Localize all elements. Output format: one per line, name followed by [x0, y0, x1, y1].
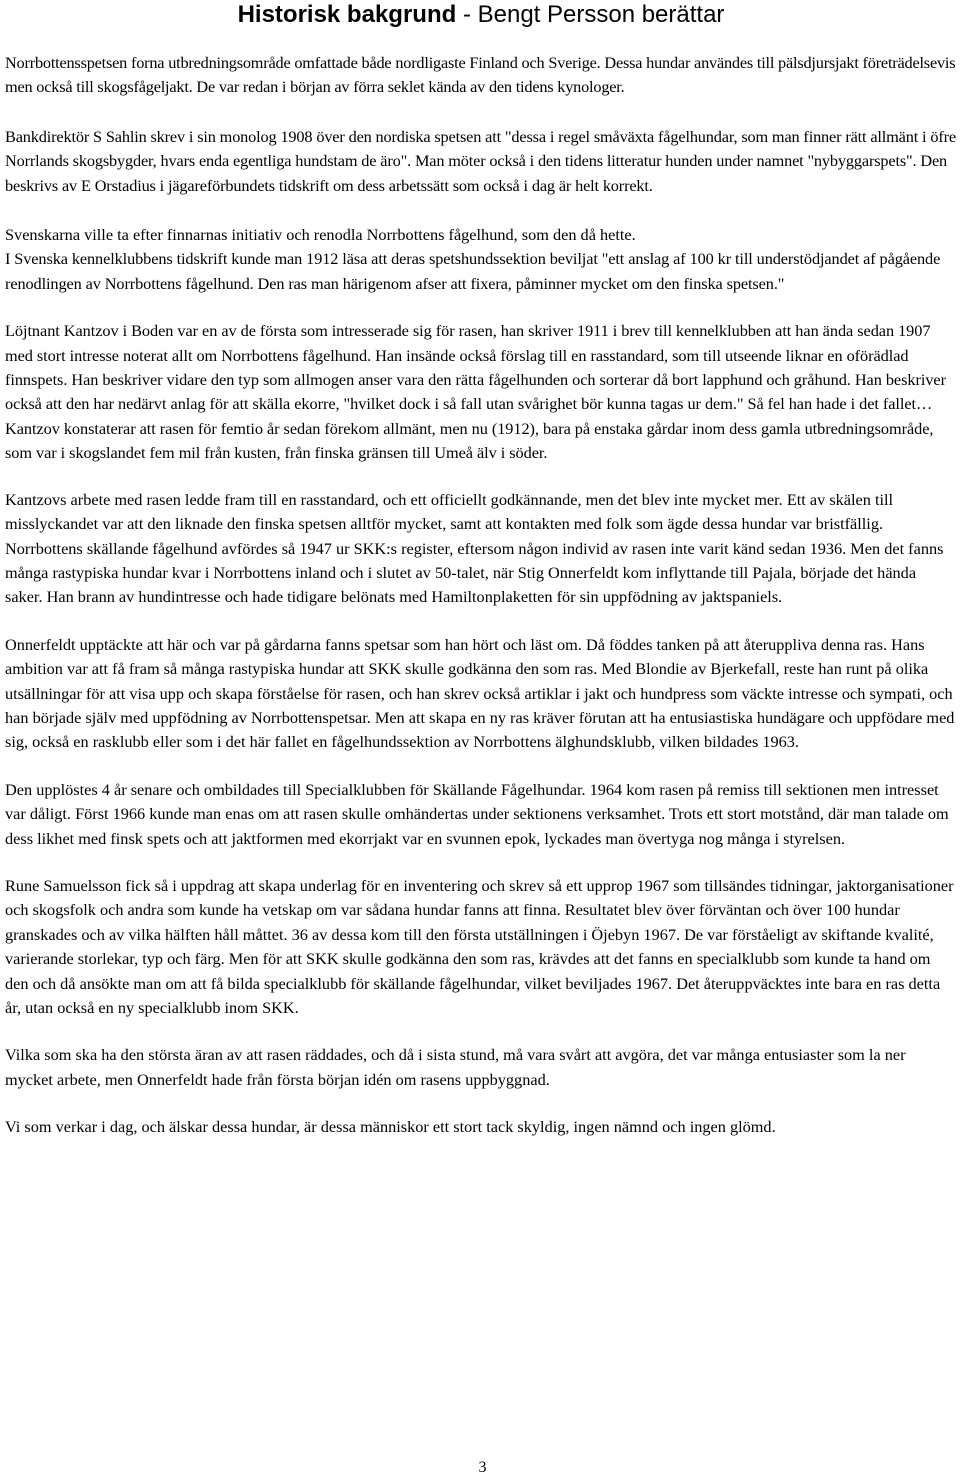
- paragraph-svenskarna: Svenskarna ville ta efter finnarnas initiativ och renodla Norrbottens fågelhund, som den då hette.: [5, 225, 636, 245]
- paragraph-onnerfeldt: Onnerfeldt upptäckte att här och var på gårdarna fanns spetsar som han hört och läst om. Då föddes tanken på att återuppliva denna ras. Hans ambition var att få fram så många rastypiska hundar att SKK skulle godkänna den som ras. Med Blondie av Bjerkefall, reste han runt på olika utsällningar för att visa upp och skapa förståelse för rasen, och han skrev också artiklar i jakt och hundpress som väckte intresse och sympati, och han började själv med uppfödning av Norrbottenspetsar. Men att skapa en ny ras kräver förutan att ha entusiastiska hundägare och uppfödare med sig, också en rasklubb eller som i det här fallet en fågelhundssektion av Norrbottens älghundsklubb, vilken bildades 1963.: [5, 634, 955, 752]
- paragraph-sahlin: Bankdirektör S Sahlin skrev i sin monolog 1908 över den nordiska spetsen att "dessa i regel småväxta fågelhundar, som man finner rätt allmänt i öfre Norrlands skogsbygder, hvars enda egentliga hundstam de äro". Man möter också i den tidens litteratur hunden under namnet "nybyggarspets". Den beskrivs av E Orstadius i jägareförbundets tidskrift om dess arbetssätt som också i dag är helt korrekt.: [5, 126, 956, 195]
- document-page: [5, 0, 957, 1140]
- paragraph-tack: Vi som verkar i dag, och älskar dessa hundar, är dessa människor ett stort tack skyldig, ingen nämnd och ingen glömd.: [5, 1117, 776, 1137]
- paragraph-specialklubben: Den upplöstes 4 år senare och ombildades till Specialklubben för Skällande Fågelhundar. 1964 kom rasen på remiss till sektionen men intresset var dåligt. Först 1966 kunde man enas om att rasen skulle omhändertas under sektionens verksamhet. Trots ett stort motstånd, där man talade om dess likhet med finsk spets och att jaktformen med ekorrjakt var en svunnen epok, lyckades man övertyga nog många i styrelsen.: [5, 779, 949, 848]
- paragraph-kantzov-arbete: Kantzovs arbete med rasen ledde fram till en rasstandard, och ett officiellt godkännande, men det blev inte mycket mer. Ett av skälen till misslyckandet var att den liknade den finska spetsen alltför mycket, samt att kontakten med folk som ägde dessa hundar var bristfällig. Norrbottens skällande fågelhund avfördes så 1947 ur SKK:s register, eftersom någon individ av rasen inte varit känd sedan 1936. Men det fanns många rastypiska hundar kvar i Norrbottens inland och i slutet av 50-talet, när Stig Onnerfeldt kom inflyttande till Pajala, började det hända saker. Han brann av hundintresse och hade tidigare belönats med Hamiltonplaketten för sin uppfödning av jaktspaniels.: [5, 489, 944, 607]
- paragraph-intro: Norrbottensspetsen forna utbredningsområde omfattade både nordligaste Finland och Sverige. Dessa hundar användes till pälsdjursjakt företrädelsevis men också till skogsfågeljakt. De var redan i början av förra seklet kända av den tidens kynologer.: [5, 53, 956, 97]
- title-bold: Historisk bakgrund: [237, 1, 457, 28]
- title-rest: - Bengt Persson berättar: [456, 1, 725, 28]
- paragraph-kennelklubben-1912: I Svenska kennelklubbens tidskrift kunde man 1912 läsa att deras spetshundssektion beviljat "ett anslag af 100 kr till understödjandet af pågående renodlingen av Norrbottens fågelhund. Den ras man härigenom afser att fixera, påminner mycket om den finska spetsen.": [5, 249, 941, 293]
- page-number: 3: [478, 1459, 487, 1476]
- paragraph-kantzov: Löjtnant Kantzov i Boden var en av de första som intresserade sig för rasen, han skriver 1911 i brev till kennelklubben att han ända sedan 1907 med stort intresse noterat allt om Norrbottens fågelhund. Han insände också förslag till en rasstandard, som till utseende liknar en oförädlad finnspets. Han beskriver vidare den typ som allmogen anser vara den rätta fågelhunden och sorterar då bort lapphund och gråhund. Han beskriver också att den har nedärvt anlag för att skälla ekorre, "hvilket dock i så fall utan svårighet bör kunna tagas ur dem." Så fel han hade i det fallet… Kantzov konstaterar att rasen för femtio år sedan förekom allmänt, men nu (1912), bara på enstaka gårdar inom dess gamla utbredningsområde, som var i skogslandet fem mil från kusten, från finska gränsen till Umeå älv i söder.: [5, 321, 946, 463]
- paragraph-aran: Vilka som ska ha den största äran av att rasen räddades, och då i sista stund, må vara svårt att avgöra, det var många entusiaster som la ner mycket arbete, men Onnerfeldt hade från första början idén om rasens uppbyggnad.: [5, 1045, 906, 1089]
- paragraph-samuelsson: Rune Samuelsson fick så i uppdrag att skapa underlag för en inventering och skrev så ett upprop 1967 som tillsändes tidningar, jaktorganisationer och skogsfolk och andra som kunde ha vetskap om var sådana hundar fanns att finna. Resultatet blev över förväntan och över 100 hundar granskades och av vilka hälften håll måttet. 36 av dessa kom till den första utställningen i Öjebyn 1967. De var förståeligt av skiftande kvalité, varierande storlekar, typ och färg. Men för att SKK skulle godkänna den som ras, krävdes att det fanns en specialklubb som kunde ta hand om den och då ansökte man om att få bilda specialklubb för skällande fågelhundar, vilket beviljades 1967. Det återuppväcktes inte bara en ras detta år, utan också en ny specialklubb inom SKK.: [5, 875, 954, 1017]
- page-title: [5, 0, 957, 41]
